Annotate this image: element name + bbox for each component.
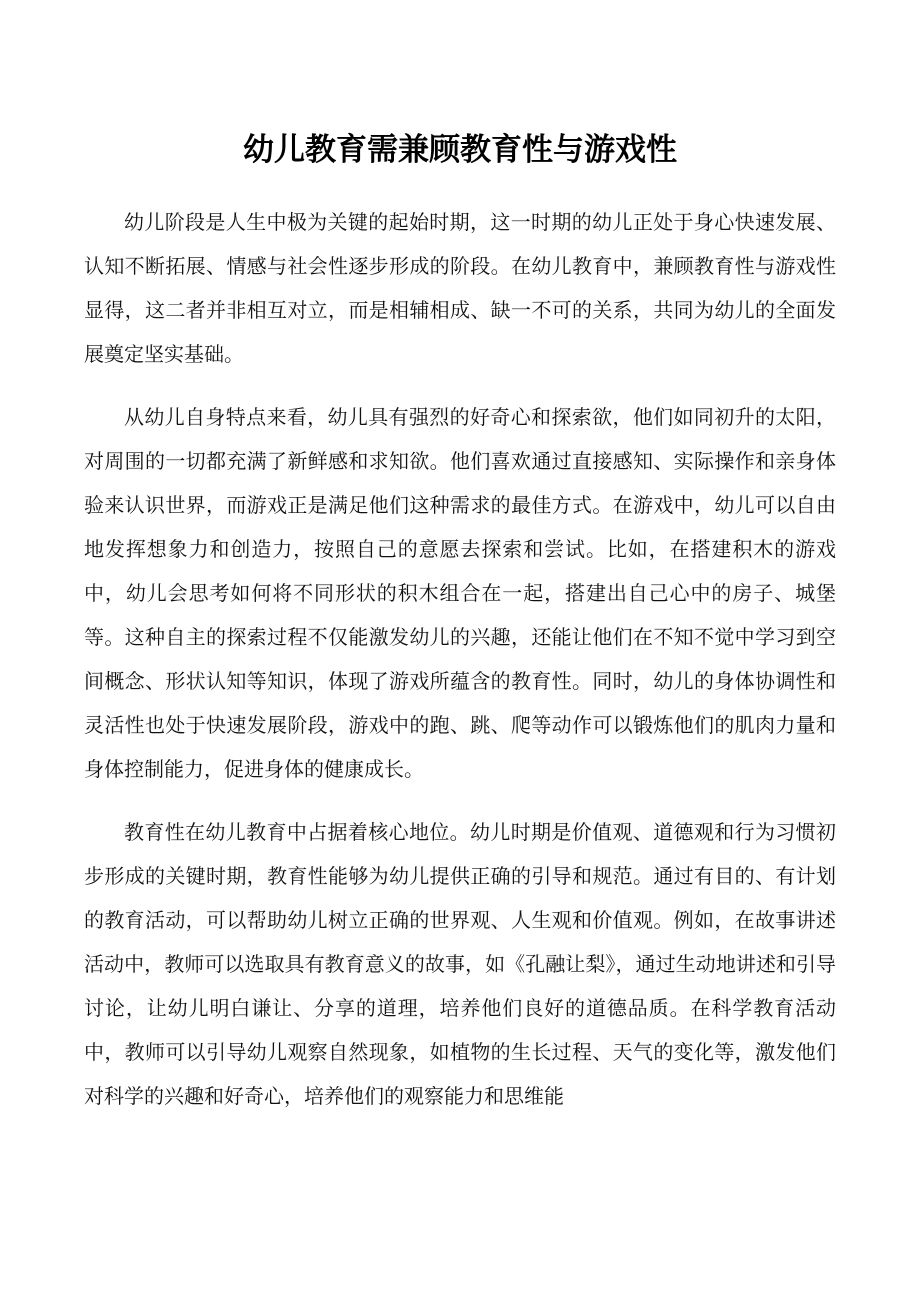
paragraph-1: 幼儿阶段是人生中极为关键的起始时期，这一时期的幼儿正处于身心快速发展、认知不断拓展、情感与社会性逐步形成的阶段。在幼儿教育中，兼顾教育性与游戏性显得，这二者并非相互对立，而是相辅相成、缺一不可的关系，共同为幼儿的全面发展奠定坚实基础。 [84, 210, 836, 366]
document-title: 幼儿教育需兼顾教育性与游戏性 [243, 132, 677, 168]
paragraph-2: 从幼儿自身特点来看，幼儿具有强烈的好奇心和探索欲，他们如同初升的太阳，对周围的一切都充满了新鲜感和求知欲。他们喜欢通过直接感知、实际操作和亲身体验来认识世界，而游戏正是满足他们这种需求的最佳方式。在游戏中，幼儿可以自由地发挥想象力和创造力，按照自己的意愿去探索和尝试。比如，在搭建积木的游戏中，幼儿会思考如何将不同形状的积木组合在一起，搭建出自己心中的房子、城堡等。这种自主的探索过程不仅能激发幼儿的兴趣，还能让他们在不知不觉中学习到空间概念、形状认知等知识，体现了游戏所蕴含的教育性。同时，幼儿的身体协调性和灵活性也处于快速发展阶段，游戏中的跑、跳、爬等动作可以锻炼他们的肌肉力量和身体控制能力，促进身体的健康成长。 [84, 405, 836, 781]
paragraph-3: 教育性在幼儿教育中占据着核心地位。幼儿时期是价值观、道德观和行为习惯初步形成的关键时期，教育性能够为幼儿提供正确的引导和规范。通过有目的、有计划的教育活动，可以帮助幼儿树立正确的世界观、人生观和价值观。例如，在故事讲述活动中，教师可以选取具有教育意义的故事，如《孔融让梨》，通过生动地讲述和引导讨论，让幼儿明白谦让、分享的道理，培养他们良好的道德品质。在科学教育活动中，教师可以引导幼儿观察自然现象，如植物的生长过程、天气的变化等，激发他们对科学的兴趣和好奇心，培养他们的观察能力和思维能 [84, 820, 836, 1108]
document-body [84, 200, 836, 1137]
